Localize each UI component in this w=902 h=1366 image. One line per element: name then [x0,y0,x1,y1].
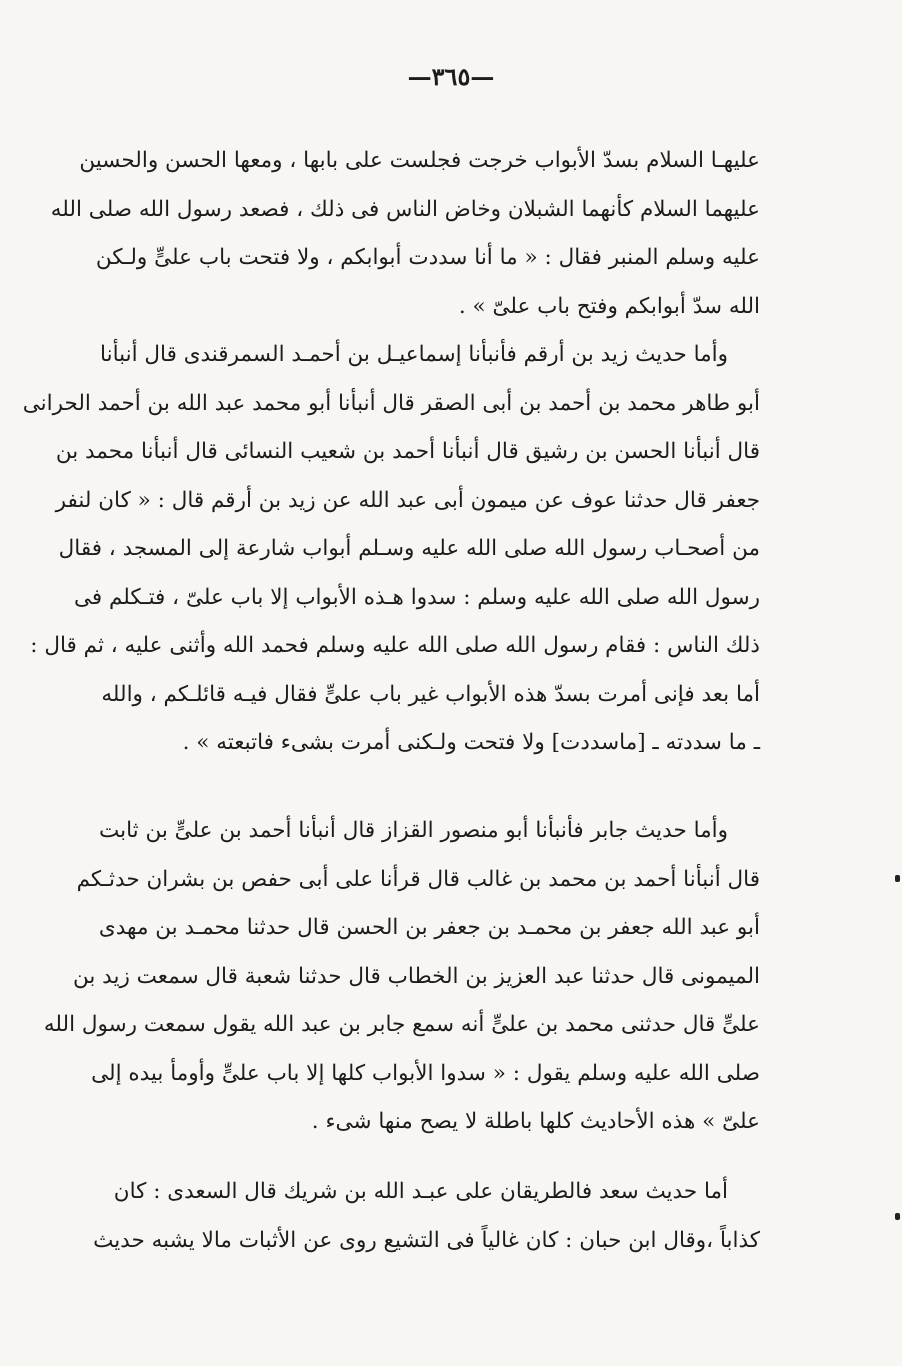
text-line: من أصحـاب رسول الله صلى الله عليه وسـلم أبواب شارعة إلى المسجد ، فقال [58,536,760,561]
scan-speck [895,1213,900,1220]
text-line: أما بعد فإنى أمرت بسدّ هذه الأبواب غير باب علىٍّ فقال فيـه قائلـكم ، والله [101,681,760,707]
text-line: ذلك الناس : فقام رسول الله صلى الله عليه وسلم فحمد الله وأثنى عليه ، ثم قال : [30,633,760,658]
text-line: وأما حديث جابر فأنبأنا أبو منصور القزاز قال أنبأنا أحمد بن علىٍّ بن ثابت [99,818,728,843]
text-line: رسول الله صلى الله عليه وسلم : سدوا هـذه الأبواب إلا باب علىّ ، فتـكلم فى [73,584,760,610]
paragraph-3 [43,807,760,1147]
scan-speck [895,875,900,882]
text-line: عليه وسلم المنبر فقال : « ما أنا سددت أبوابكم ، ولا فتحت باب علىٍّ ولـكن [95,245,760,270]
text-line: قال أنبأنا الحسن بن رشيق قال أنبأنا أحمد بن شعيب النسائى قال أنبأنا محمد بن [55,439,760,464]
text-line: جعفر قال حدثنا عوف عن ميمون أبى عبد الله عن زيد بن أرقم قال : « كان لنفر [55,487,760,513]
text-line: كذاباً ،وقال ابن حبان : كان غالياً فى التشيع روى عن الأثبات مالا يشبه حديث [93,1227,760,1253]
text-line: الله سدّ أبوابكم وفتح باب علىّ » . [458,293,760,319]
text-line: أما حديث سعد فالطريقان على عبـد الله بن شريك قال السعدى : كان [113,1179,728,1204]
text-line: قال أنبأنا أحمد بن محمد بن غالب قال قرأنا على أبى حفص بن بشران حدثـكم [76,866,760,892]
text-line: علىٍّ قال حدثنى محمد بن علىٍّ أنه سمع جابر بن عبد الله يقول سمعت رسول الله [43,1012,760,1037]
page-number: —٣٦٥— [407,62,495,91]
text-line: وأما حديث زيد بن أرقم فأنبأنا إسماعيـل بن أحمـد السمرقندى قال أنبأنا [100,342,728,367]
paragraph-4 [93,1168,760,1265]
text-line: أبو عبد الله جعفر بن محمـد بن جعفر بن الحسن قال حدثنا محمـد بن مهدى [98,915,760,940]
text-line: الميمونى قال حدثنا عبد العزيز بن الخطاب قال حدثنا شعبة قال سمعت زيد بن [73,963,760,989]
paragraph-2 [22,331,760,768]
text-line: أبو طاهر محمد بن أحمد بن أبى الصقر قال أنبأنا أبو محمد عبد الله بن أحمد الحرانى [22,390,760,416]
text-line: عليهما السلام كأنهما الشبلان وخاض الناس فى ذلك ، فصعد رسول الله صلى الله [50,196,760,222]
text-line: ـ ما سددته ـ [ماسددت] ولا فتحت ولـكنى أمرت بشىء فاتبعته » . [182,730,760,755]
text-line: صلى الله عليه وسلم يقول : « سدوا الأبواب كلها إلا باب علىٍّ وأومأ بيده إلى [91,1060,760,1086]
text-line: عليهـا السلام بسدّ الأبواب خرجت فجلست على بابها ، ومعها الحسن والحسين [79,148,760,173]
text-line: علىّ » هذه الأحاديث كلها باطلة لا يصح منها شىء . [311,1109,760,1134]
paragraph-1 [50,137,760,331]
